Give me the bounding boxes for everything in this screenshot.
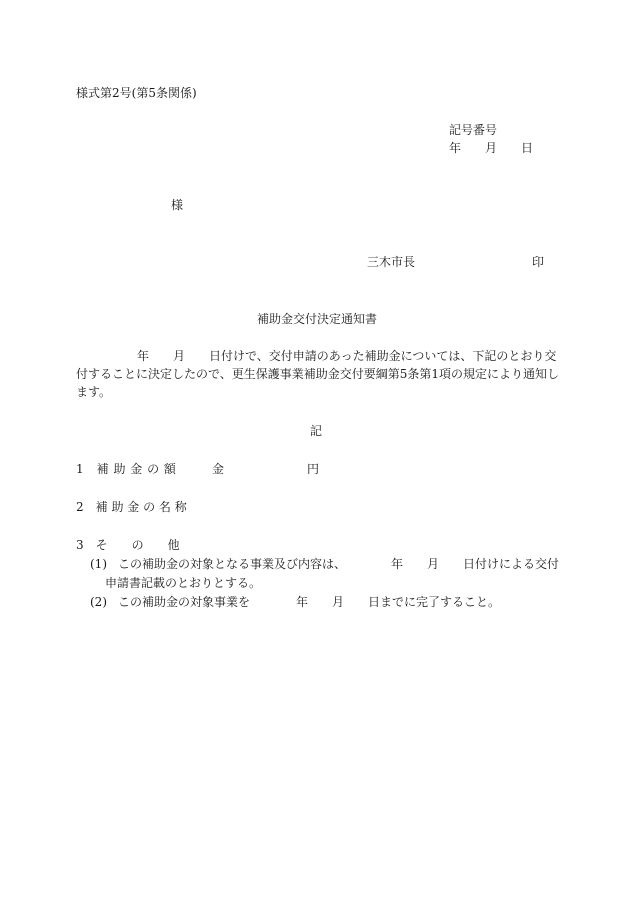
sub-item-1-tail: 日付けによる交付 xyxy=(463,557,560,571)
body-line-2: 付することに決定したので、更生保護事業補助金交付要綱第5条第1項の規定により通知し xyxy=(76,367,560,381)
date-month-label: 月 xyxy=(485,141,498,155)
body-line-1: 日付けで、交付申請のあった補助金については、下記のとおり交 xyxy=(209,349,557,363)
sub-item-2-month: 月 xyxy=(332,595,345,609)
item-1-kin: 金 xyxy=(212,462,225,476)
sub-item-1-year: 年 xyxy=(391,557,404,571)
item-2-label: 2 補 助 金 の 名 称 xyxy=(76,500,187,514)
form-number: 様式第2号(第5条関係) xyxy=(76,86,197,100)
item-1-yen: 円 xyxy=(307,462,320,476)
date-day-label: 日 xyxy=(521,141,534,155)
sub-item-2-number: (2) xyxy=(90,595,107,609)
issuer-title: 三木市長 xyxy=(367,255,416,269)
sub-item-2-year: 年 xyxy=(296,595,309,609)
item-1-label: 1 補 助 金 の 額 xyxy=(76,462,177,476)
sub-item-1-text: この補助金の対象となる事業及び内容は、 xyxy=(118,557,347,571)
sub-item-1-month: 月 xyxy=(427,557,440,571)
date-year-label: 年 xyxy=(449,141,462,155)
sub-item-2-tail: 日までに完了すること。 xyxy=(368,595,501,609)
document-title: 補助金交付決定通知書 xyxy=(257,312,378,326)
body-date-year: 年 xyxy=(137,349,150,363)
issuer-seal: 印 xyxy=(532,255,545,269)
addressee-honorific: 様 xyxy=(171,198,184,212)
sub-item-1-number: (1) xyxy=(90,557,107,571)
body-line-3: ます。 xyxy=(76,385,112,399)
sub-item-1-line-2: 申請書記載のとおりとする。 xyxy=(105,576,262,590)
record-number-label: 記号番号 xyxy=(449,123,498,137)
body-date-month: 月 xyxy=(173,349,186,363)
item-3-label: 3 そ の 他 xyxy=(76,538,180,552)
sub-item-2-text: この補助金の対象事業を xyxy=(118,595,251,609)
ki-label: 記 xyxy=(310,424,323,438)
